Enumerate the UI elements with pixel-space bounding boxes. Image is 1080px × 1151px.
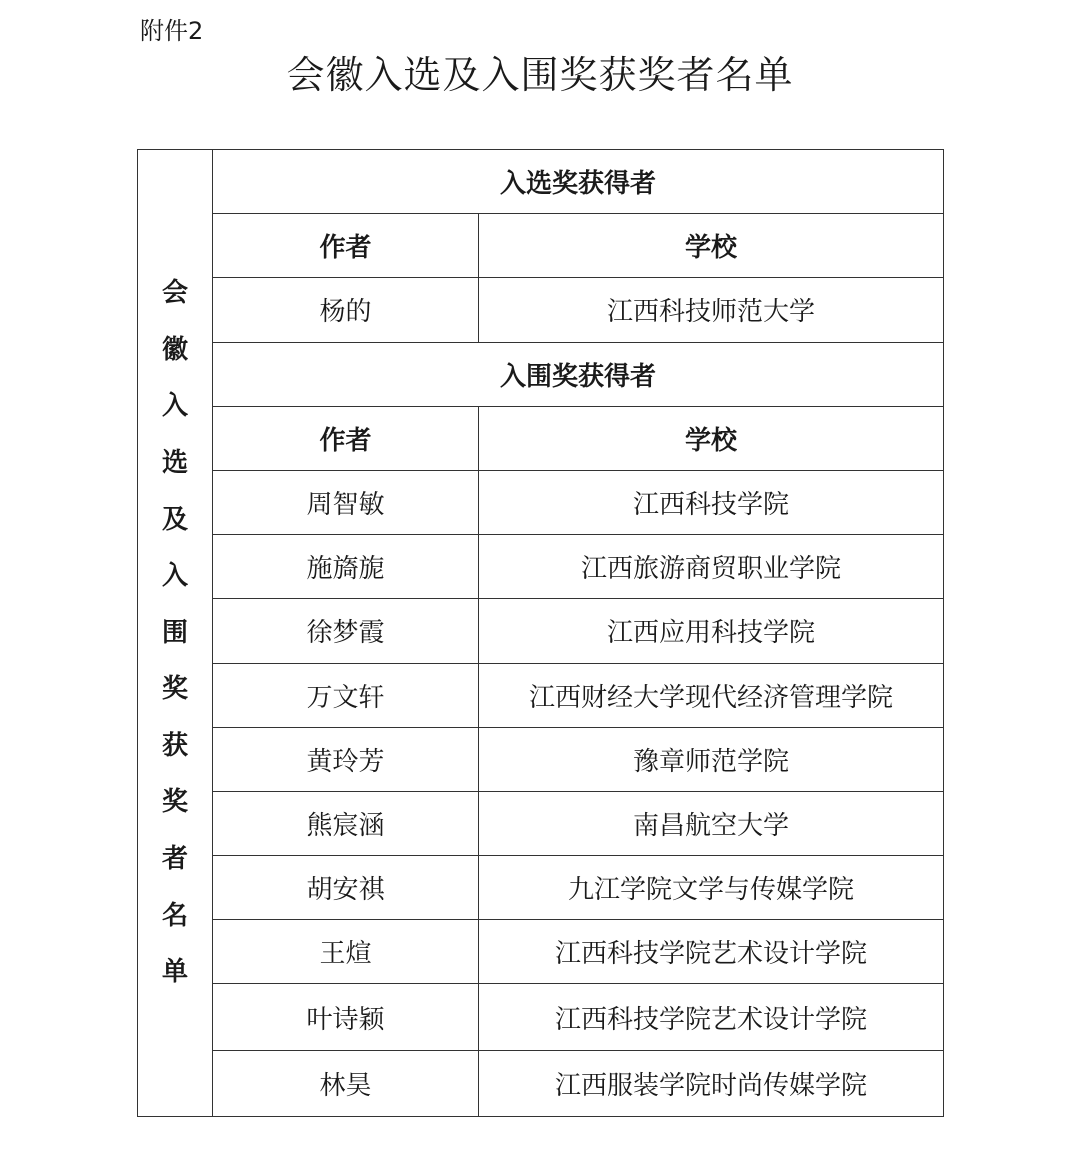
author-cell: 杨的 xyxy=(213,278,479,342)
author-cell: 熊宸涵 xyxy=(213,791,479,855)
table-row xyxy=(138,1050,944,1116)
school-cell: 江西旅游商贸职业学院 xyxy=(479,535,944,599)
author-column-header: 作者 xyxy=(213,214,479,278)
side-label-char: 围 xyxy=(161,617,188,648)
selected-section-heading: 入选奖获得者 xyxy=(213,150,944,214)
side-label-char: 名 xyxy=(161,900,188,931)
side-label-char: 会 xyxy=(161,278,188,309)
school-cell: 江西科技学院 xyxy=(479,470,944,534)
table-row xyxy=(138,663,944,727)
side-label-char: 获 xyxy=(161,730,188,761)
school-cell: 南昌航空大学 xyxy=(479,791,944,855)
side-label-char: 徽 xyxy=(161,334,188,365)
selected-header-row xyxy=(138,214,944,278)
attachment-label: 附件2 xyxy=(140,17,204,45)
school-cell: 九江学院文学与传媒学院 xyxy=(479,856,944,920)
school-cell: 江西应用科技学院 xyxy=(479,599,944,663)
author-cell: 黄玲芳 xyxy=(213,727,479,791)
table-row xyxy=(138,278,944,342)
selected-section-row xyxy=(138,150,944,214)
table-row xyxy=(138,727,944,791)
author-cell: 王煊 xyxy=(213,920,479,984)
author-cell: 叶诗颖 xyxy=(213,984,479,1050)
table-row xyxy=(138,599,944,663)
side-label-char: 选 xyxy=(161,447,188,478)
author-cell: 万文轩 xyxy=(213,663,479,727)
table-row xyxy=(138,535,944,599)
table-row xyxy=(138,791,944,855)
side-label-char: 入 xyxy=(161,561,188,592)
school-cell: 江西服装学院时尚传媒学院 xyxy=(479,1050,944,1116)
author-cell: 周智敏 xyxy=(213,470,479,534)
side-label-char: 入 xyxy=(161,391,188,422)
side-label-char: 单 xyxy=(161,957,188,988)
page-title: 会徽入选及入围奖获奖者名单 xyxy=(286,53,794,97)
author-cell: 胡安祺 xyxy=(213,856,479,920)
school-cell: 江西科技学院艺术设计学院 xyxy=(479,984,944,1050)
side-label-cell xyxy=(138,150,213,1117)
table-row xyxy=(138,984,944,1050)
shortlisted-header-row xyxy=(138,406,944,470)
side-label-char: 者 xyxy=(161,844,188,875)
side-label-char: 及 xyxy=(161,504,188,535)
school-column-header: 学校 xyxy=(479,214,944,278)
side-label xyxy=(138,265,212,1001)
author-cell: 徐梦霞 xyxy=(213,599,479,663)
table-row xyxy=(138,856,944,920)
side-label-char: 奖 xyxy=(161,787,188,818)
school-cell: 江西财经大学现代经济管理学院 xyxy=(479,663,944,727)
author-cell: 施旖旎 xyxy=(213,535,479,599)
awardees-table xyxy=(137,149,944,1117)
shortlisted-section-row xyxy=(138,342,944,406)
side-label-char: 奖 xyxy=(161,674,188,705)
school-cell: 江西科技学院艺术设计学院 xyxy=(479,920,944,984)
table-row xyxy=(138,920,944,984)
author-cell: 林昊 xyxy=(213,1050,479,1116)
author-column-header: 作者 xyxy=(213,406,479,470)
shortlisted-section-heading: 入围奖获得者 xyxy=(213,342,944,406)
table-row xyxy=(138,470,944,534)
school-cell: 江西科技师范大学 xyxy=(479,278,944,342)
school-cell: 豫章师范学院 xyxy=(479,727,944,791)
school-column-header: 学校 xyxy=(479,406,944,470)
